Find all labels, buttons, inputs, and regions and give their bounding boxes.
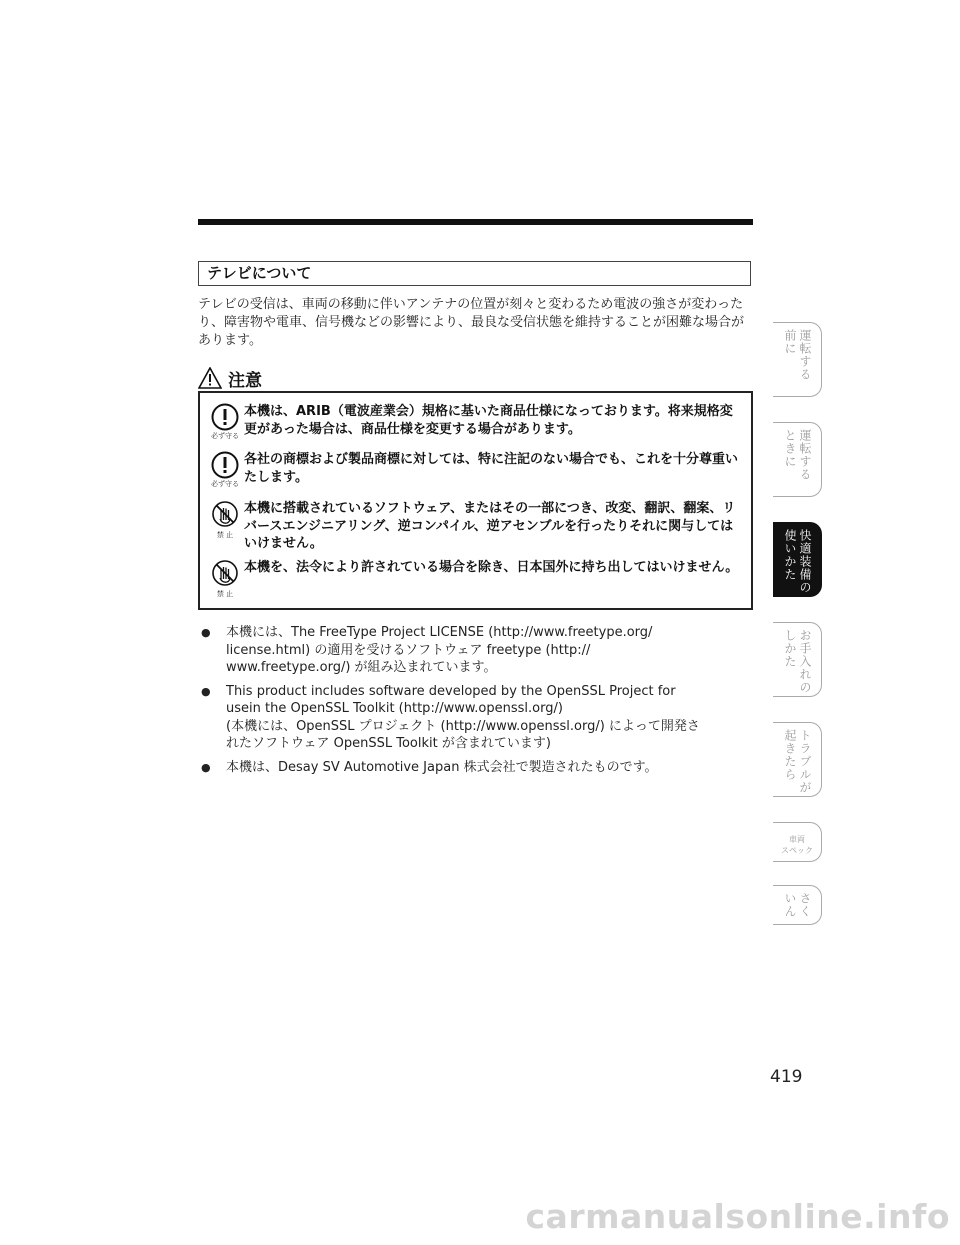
list-item-line: usein the OpenSSL Toolkit (http://www.openssl.org/) [226,701,563,716]
caution-text: 各社の商標および製品商標に対しては、特に注記のない場合でも、これを十分尊重いたします。 [244,452,739,485]
caution-text: 本機は、ARIB（電波産業会）規格に基いた商品仕様になっております。将来規格変更があった場合は、商品仕様を変更する場合があります。 [244,404,733,437]
caution-text: 本機を、法令により許されている場合を除き、日本国外に持ち出してはいけません。 [244,560,739,575]
tab-while-driving[interactable] [773,422,822,497]
page-number: 419 [770,1067,803,1087]
list-item-line: This product includes software developed by the OpenSSL Project for [226,683,676,699]
tab-label: 運転する [798,429,812,481]
tab-label: 車両 [789,835,805,844]
caution-box [198,391,753,610]
tab-label: ときに [783,429,797,468]
caution-title: 注意 [228,370,262,391]
bullet-icon: ● [201,760,211,774]
tab-label: スペック [781,846,813,855]
tab-vehicle-specs[interactable] [773,822,822,862]
icon-caption: 禁 止 [216,590,234,598]
icon-caption: 必ず守る [211,432,239,440]
must-follow-icon [208,403,242,440]
caution-heading [198,366,262,390]
tab-maintenance[interactable] [773,622,822,697]
icon-caption: 必ず守る [211,480,239,488]
prohibited-touch-icon [208,559,242,598]
prohibited-touch-icon [208,500,242,539]
list-item-line: www.freetype.org/) が組み込まれています。 [226,660,497,675]
bullet-icon: ● [201,626,211,639]
list-item-line: (本機には、OpenSSL プロジェクト (http://www.openssl.org/) によって開発さ [226,718,700,734]
list-item-line: license.html) の適用を受けるソフトウェア freetype (http:// [226,642,591,658]
tab-label: 起きたら [783,729,797,781]
section-title: テレビについて [198,261,751,286]
must-follow-icon [208,451,242,488]
tab-label: 使いかた [783,529,797,581]
list-item-line: れたソフトウェア OpenSSL Toolkit が含まれています) [226,736,551,751]
notes-list [198,624,753,782]
tab-label: お手入れの [798,629,812,694]
tab-label: 運転する [798,329,812,381]
tab-label: 前に [783,329,797,355]
bullet-icon: ● [201,684,211,698]
tab-label: 快適装備の [798,529,812,594]
chapter-tabs [773,0,823,1000]
tab-label: しかた [783,629,797,668]
warning-triangle-icon [198,367,222,389]
list-item [198,624,753,677]
caution-text: 本機に搭載されているソフトウェア、またはその一部につき、改変、翻訳、翻案、リバースエンジニアリング、逆コンパイル、逆アセンブルを行ったりそれに関与してはいけません。 [244,501,736,551]
list-item-line: 本機は、Desay SV Automotive Japan 株式会社で製造されたものです。 [226,759,658,775]
tab-comfort-equipment[interactable] [773,522,822,597]
tab-label: さく [798,892,812,918]
tab-label: トラブルが [798,729,812,794]
tab-index[interactable] [773,885,822,925]
top-rule [198,219,753,225]
list-item [198,759,753,777]
watermark: carmanualsonline.info [525,1197,950,1236]
intro-paragraph: テレビの受信は、車両の移動に伴いアンテナの位置が刻々と変わるため電波の強さが変わったり、障害物や電車、信号機などの影響により、最良な受信状態を維持することが困難な場合があります。 [198,297,745,348]
list-item-line: 本機には、The FreeType Project LICENSE (http://www.freetype.org/ [226,625,653,640]
tab-troubleshooting[interactable] [773,722,822,797]
list-item [198,683,753,753]
tab-before-driving[interactable] [773,322,822,397]
icon-caption: 禁 止 [216,531,234,539]
tab-label: いん [783,892,797,918]
